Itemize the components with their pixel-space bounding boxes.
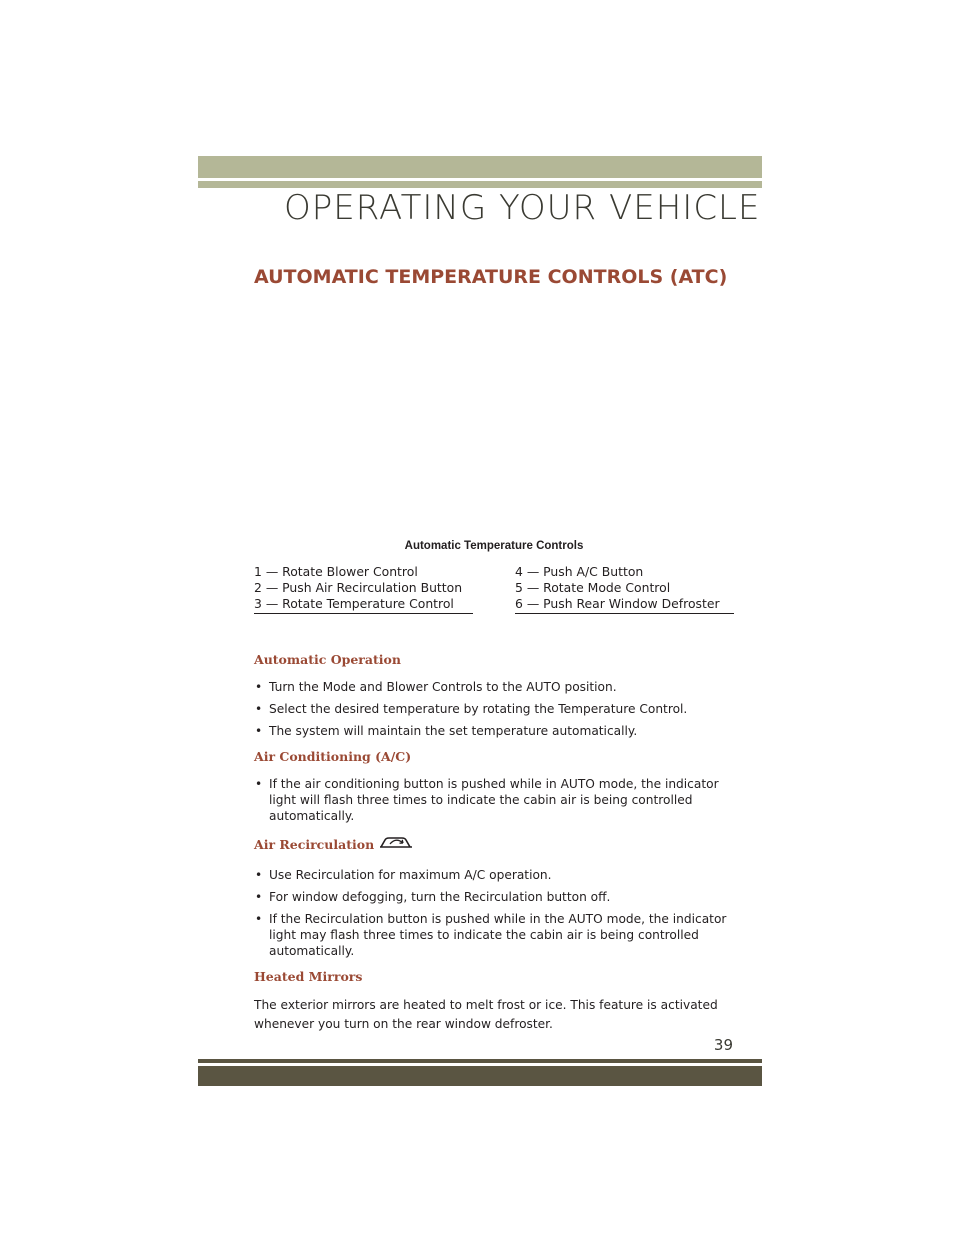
footer-band [198, 1066, 762, 1086]
page-number: 39 [713, 1036, 733, 1054]
list-item: • Use Recirculation for maximum A/C operation. [254, 867, 736, 883]
section-title: OPERATING YOUR VEHICLE [284, 188, 761, 228]
air-recirculation-heading-row [254, 834, 736, 855]
figure-caption: Automatic Temperature Controls [404, 540, 584, 552]
header-rule [198, 181, 762, 188]
legend-item: 6 — Push Rear Window Defroster [515, 596, 720, 611]
list-item: • Turn the Mode and Blower Controls to the AUTO position. [254, 679, 736, 695]
recirculation-icon [378, 834, 414, 855]
air-recirculation-heading: Air Recirculation [254, 837, 375, 852]
legend-item: 2 — Push Air Recirculation Button [254, 580, 463, 595]
list-item: • For window defogging, turn the Recirculation button off. [254, 889, 736, 905]
heated-mirrors-text: The exterior mirrors are heated to melt frost or ice. This feature is activated whenever you turn on the rear window defroster. [254, 998, 718, 1031]
figure-legend-left [254, 564, 473, 614]
list-item: • If the air conditioning button is pushed while in AUTO mode, the indicator light will flash three times to indicate the cabin air is being controlled automatically. [254, 776, 736, 824]
legend-item: 3 — Rotate Temperature Control [254, 596, 454, 611]
figure-legend-right [515, 564, 734, 614]
air-conditioning-list [254, 776, 736, 824]
header-band [198, 156, 762, 178]
page-heading: AUTOMATIC TEMPERATURE CONTROLS (ATC) [254, 266, 728, 288]
body-content [254, 652, 736, 1034]
list-item: • The system will maintain the set temperature automatically. [254, 723, 736, 739]
automatic-operation-list [254, 679, 736, 739]
list-item: • If the Recirculation button is pushed while in the AUTO mode, the indicator light may flash three times to indicate the cabin air is being controlled automatically. [254, 911, 736, 959]
legend-item: 5 — Rotate Mode Control [515, 580, 671, 595]
legend-item: 4 — Push A/C Button [515, 564, 644, 579]
legend-item: 1 — Rotate Blower Control [254, 564, 418, 579]
footer-rule [198, 1059, 762, 1063]
air-conditioning-heading: Air Conditioning (A/C) [254, 749, 412, 764]
air-recirculation-list [254, 867, 736, 959]
list-item: • Select the desired temperature by rotating the Temperature Control. [254, 701, 736, 717]
automatic-operation-heading: Automatic Operation [254, 652, 401, 667]
heated-mirrors-heading: Heated Mirrors [254, 969, 363, 984]
